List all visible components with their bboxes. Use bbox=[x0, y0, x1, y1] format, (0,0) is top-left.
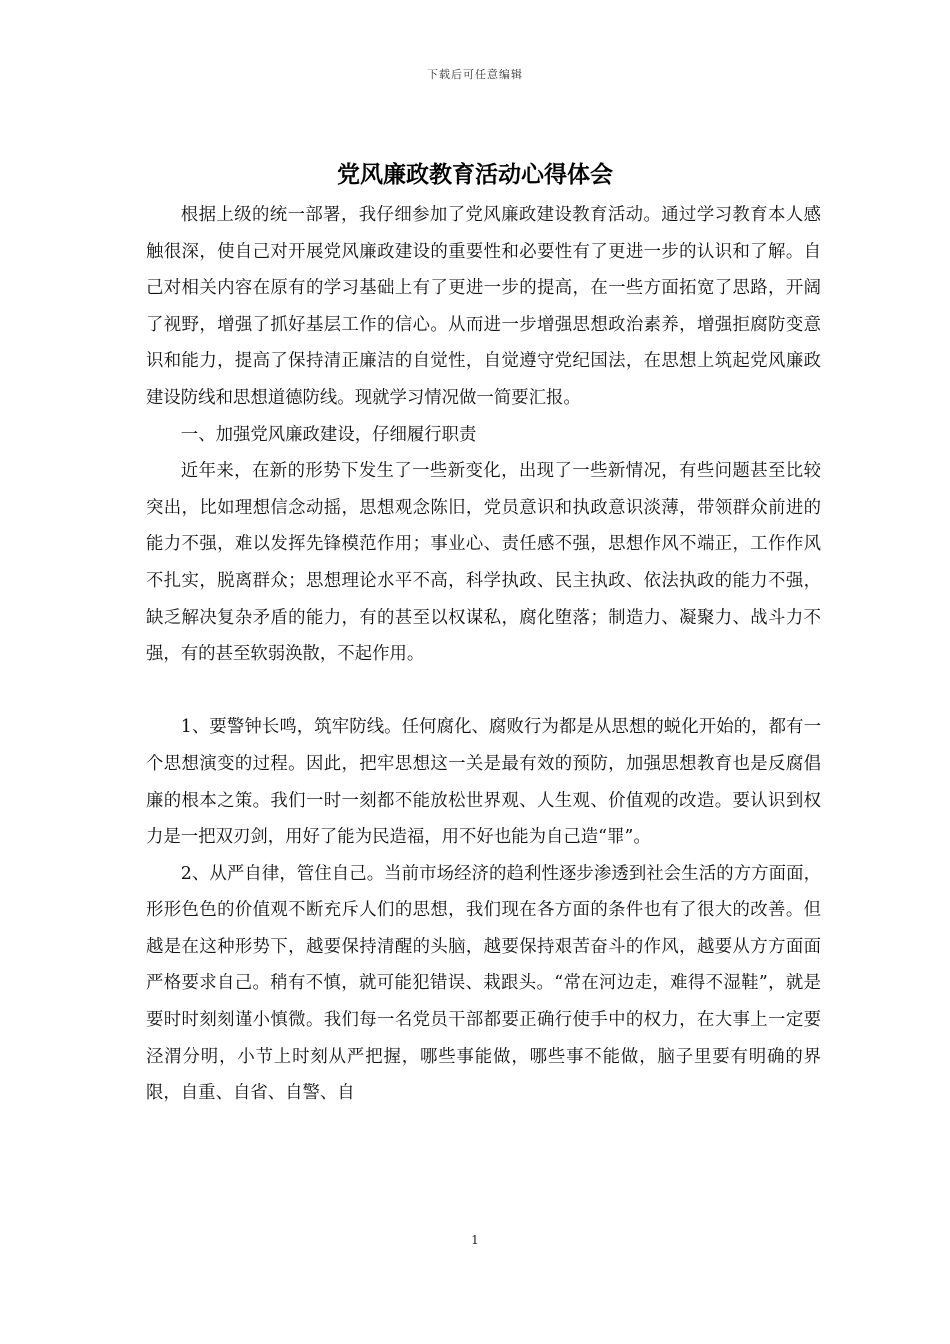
page-number: 1 bbox=[471, 1233, 479, 1247]
paragraph-background: 近年来，在新的形势下发生了一些新变化，出现了一些新情况，有些问题甚至比较突出，比如理想信念动摇，思想观念陈旧，党员意识和执政意识淡薄，带领群众前进的能力不强，难以发挥先锋模范作用；事业心、责任感不强，思想作风不端正，工作作风不扎实，脱离群众；思想理论水平不高，科学执政、民主执政、依法执政的能力不强，缺乏解决复杂矛盾的能力，有的甚至以权谋私，腐化堕落；制造力、凝聚力、战斗力不强，有的甚至软弱涣散，不起作用。 bbox=[146, 461, 821, 665]
document-body bbox=[146, 197, 821, 1112]
section-heading-1: 一、加强党风廉政建设，仔细履行职责 bbox=[180, 424, 477, 445]
document-title: 党风廉政教育活动心得体会 bbox=[337, 161, 613, 188]
paragraph-point-2: 2、从严自律，管住自己。当前市场经济的趋利性逐步渗透到社会生活的方方面面，形形色色的价值观不断充斥人们的思想，我们现在各方面的条件也有了很大的改善。但越是在这种形势下，越要保持清醒的头脑，越要保持艰苦奋斗的作风，越要从方方面面严格要求自己。稍有不慎，就可能犯错误、栽跟头。“常在河边走，难得不湿鞋”，就是要时时刻刻谨小慎微。我们每一名党员干部都要正确行使手中的权力，在大事上一定要泾渭分明，小节上时刻从严把握，哪些事能做，哪些事不能做，脑子里要有明确的界限，自重、自省、自警、自 bbox=[146, 863, 821, 1104]
paragraph-point-1: 1、要警钟长鸣，筑牢防线。任何腐化、腐败行为都是从思想的蜕化开始的，都有一个思想演变的过程。因此，把牢思想这一关是最有效的预防，加强思想教育也是反腐倡廉的根本之策。我们一时一刻都不能放松世界观、人生观、价值观的改造。要认识到权力是一把双刃剑，用好了能为民造福，用不好也能为自己造“罪”。 bbox=[146, 717, 821, 848]
paragraph-intro: 根据上级的统一部署，我仔细参加了党风廉政建设教育活动。通过学习教育本人感触很深，使自己对开展党风廉政建设的重要性和必要性有了更进一步的认识和了解。自己对相关内容在原有的学习基础上有了更进一步的提高，在一些方面拓宽了思路，开阔了视野，增强了抓好基层工作的信心。从而进一步增强思想政治素养，增强拒腐防变意识和能力，提高了保持清正廉洁的自觉性，自觉遵守党纪国法，在思想上筑起党风廉政建设防线和思想道德防线。现就学习情况做一简要汇报。 bbox=[146, 205, 821, 408]
paragraph-spacer bbox=[146, 673, 821, 710]
header-note: 下载后可任意编辑 bbox=[427, 68, 523, 81]
